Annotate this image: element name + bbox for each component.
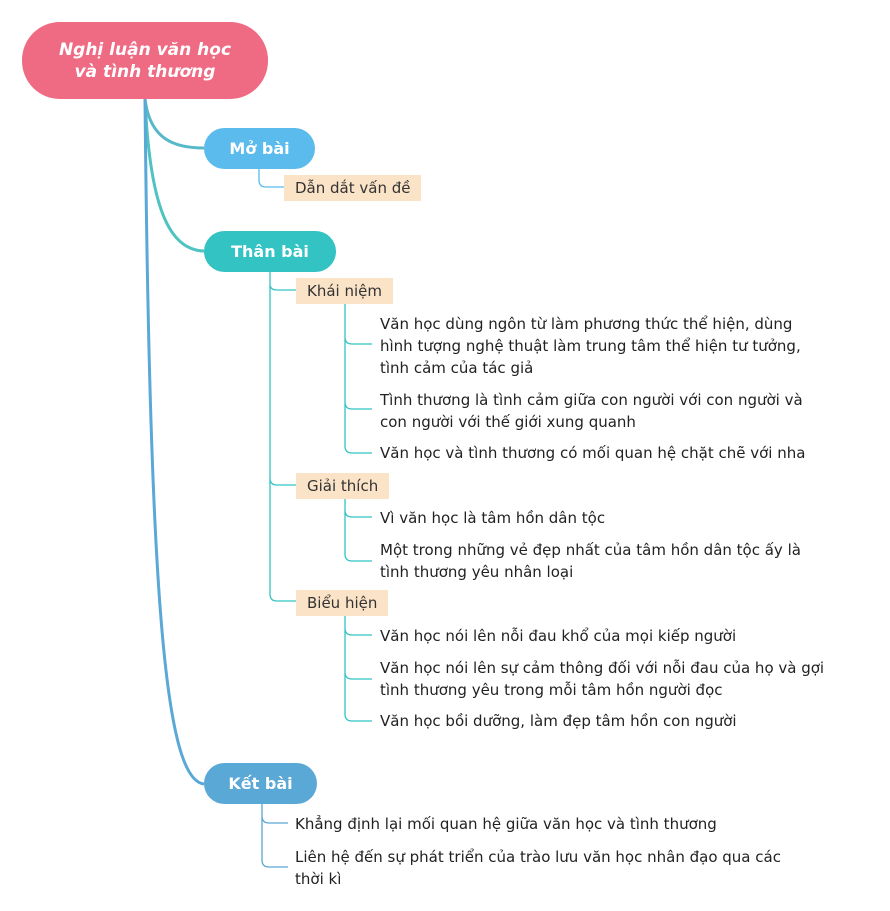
connector-bieu-hien-leaves bbox=[345, 614, 372, 721]
giai-thich-leaf-1[interactable]: Vì văn học là tâm hồn dân tộc bbox=[380, 509, 606, 527]
ket-bai-leaf-1[interactable]: Khẳng định lại mối quan hệ giữa văn học và tình thương bbox=[295, 815, 717, 833]
subtopic-bieu-hien[interactable]: Biểu hiện bbox=[296, 590, 388, 616]
bieu-hien-leaf-2[interactable]: Văn học nói lên sự cảm thông đối với nỗi đau của họ và gợi tình thương yêu trong mỗi tâm hồn người đọc bbox=[380, 659, 825, 699]
ket-bai-leaf-2[interactable]: Liên hệ đến sự phát triển của trào lưu văn học nhân đạo qua các thời kì bbox=[295, 848, 781, 888]
connector-than-bai-trunk bbox=[270, 272, 296, 601]
connector-root-ket-bai bbox=[145, 99, 204, 784]
khai-niem-leaf-2[interactable]: Tình thương là tình cảm giữa con người với con người và con người với thế giới xung quanh bbox=[380, 391, 803, 431]
connector-ket-bai-leaves bbox=[262, 804, 288, 867]
section-ket-bai[interactable]: Kết bài bbox=[204, 763, 317, 804]
section-mo-bai[interactable]: Mở bài bbox=[204, 128, 315, 169]
giai-thich-leaf-2[interactable]: Một trong những vẻ đẹp nhất của tâm hồn dân tộc ấy là tình thương yêu nhân loại bbox=[380, 541, 801, 581]
mo-bai-item-dan-dat[interactable]: Dẫn dắt vấn đề bbox=[284, 175, 421, 201]
connector-root-than-bai bbox=[145, 99, 204, 251]
khai-niem-leaf-1[interactable]: Văn học dùng ngôn từ làm phương thức thể hiện, dùng hình tượng nghệ thuật làm trung tâm thể hiện tư tưởng, tình cảm của tác giả bbox=[380, 315, 801, 377]
subtopic-khai-niem[interactable]: Khái niệm bbox=[296, 278, 393, 304]
khai-niem-leaf-3[interactable]: Văn học và tình thương có mối quan hệ chặt chẽ với nha bbox=[380, 444, 806, 462]
section-than-bai[interactable]: Thân bài bbox=[204, 231, 336, 272]
connector-giai-thich-leaves bbox=[345, 498, 372, 561]
connector-khai-niem-leaves bbox=[345, 303, 372, 453]
bieu-hien-leaf-3[interactable]: Văn học bồi dưỡng, làm đẹp tâm hồn con người bbox=[380, 712, 737, 730]
subtopic-giai-thich[interactable]: Giải thích bbox=[296, 473, 389, 499]
bieu-hien-leaf-1[interactable]: Văn học nói lên nỗi đau khổ của mọi kiếp người bbox=[380, 627, 737, 645]
connector-root-mo-bai bbox=[145, 99, 204, 148]
connector-mo-bai-items bbox=[259, 169, 284, 187]
root-topic[interactable]: Nghị luận văn học và tình thương bbox=[22, 22, 268, 99]
